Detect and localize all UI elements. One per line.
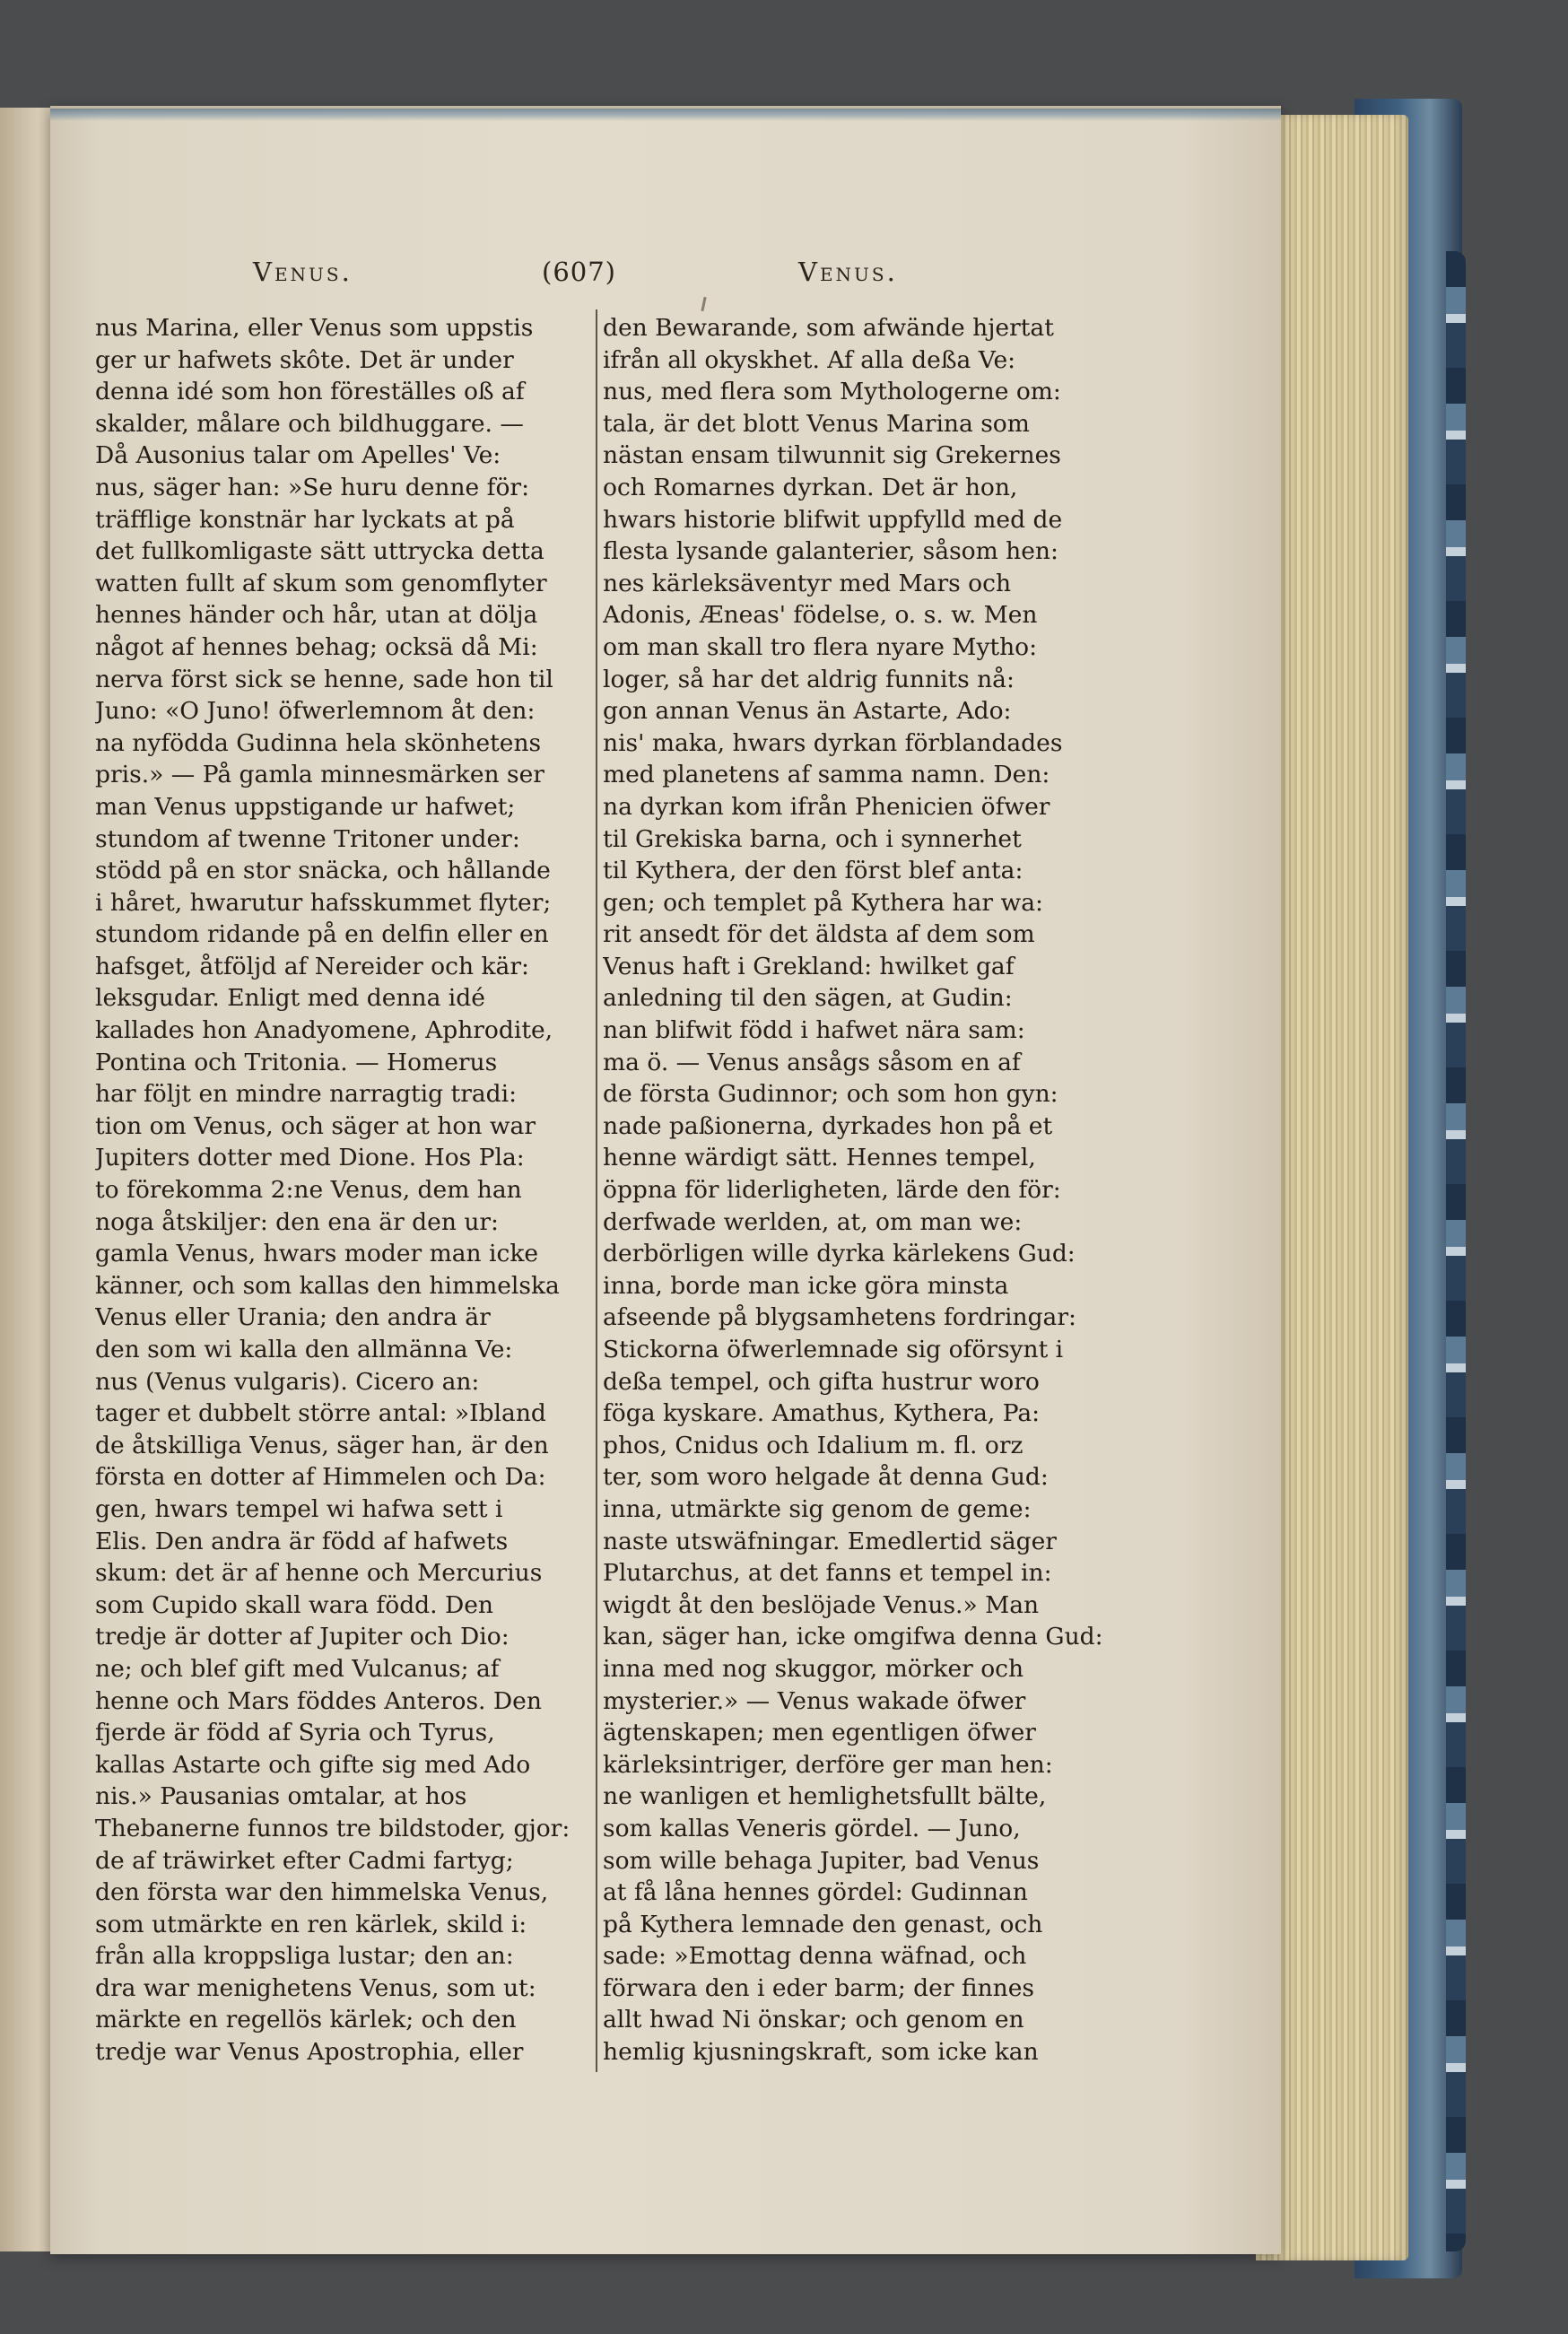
text-line: från alla kroppsliga lustar; den an: <box>95 1942 514 1971</box>
text-line: hafsget, åtföljd af Nereider och kär: <box>95 952 529 980</box>
text-line: kärleksintriger, derföre ger man hen: <box>603 1750 1053 1779</box>
text-line: hwars historie blifwit uppfylld med de <box>603 505 1063 534</box>
text-line: rit ansedt för det äldsta af dem som <box>603 920 1035 949</box>
text-line: Venus haft i Grekland: hwilket gaf <box>603 952 1015 980</box>
text-line: flesta lysande galanterier, såsom hen: <box>603 537 1058 566</box>
text-line: tala, är det blott Venus Marina som <box>603 409 1030 438</box>
marbled-cover-edge <box>1446 251 1466 2251</box>
text-line: stödd på en stor snäcka, och hållande <box>95 857 551 885</box>
text-line: de första Gudinnor; och som hon gyn: <box>603 1080 1058 1109</box>
text-line: Plutarchus, at det fanns et tempel in: <box>603 1559 1052 1588</box>
column-rule <box>596 309 597 2072</box>
text-line: til Grekiska barna, och i synnerhet <box>603 824 1022 853</box>
text-line: nis' maka, hwars dyrkan förblandades <box>603 728 1063 757</box>
text-line: ma ö. — Venus ansågs såsom en af <box>603 1048 1021 1076</box>
text-line: Jupiters dotter med Dione. Hos Pla: <box>95 1144 525 1172</box>
text-line: loger, så har det aldrig funnits nå: <box>603 665 1015 693</box>
text-line: ägtenskapen; men egentligen öfwer <box>603 1719 1036 1747</box>
ink-mark <box>701 297 706 311</box>
text-line: kallas Astarte och gifte sig med Ado <box>95 1750 531 1779</box>
text-line: nerva först sick se henne, sade hon til <box>95 665 553 693</box>
text-line: na nyfödda Gudinna hela skönhetens <box>95 728 542 757</box>
text-line: naste utswäfningar. Emedlertid säger <box>603 1527 1057 1555</box>
text-line: den som wi kalla den allmänna Ve: <box>95 1336 513 1363</box>
text-line: tredje är dotter af Jupiter och Dio: <box>95 1623 510 1651</box>
text-line: ger ur hafwets skôte. Det är under <box>95 345 514 374</box>
text-line: man Venus uppstigande ur hafwet; <box>95 792 516 821</box>
text-line: skum: det är af henne och Mercurius <box>95 1559 543 1588</box>
text-line: Venus eller Urania; den andra är <box>95 1303 491 1332</box>
text-line: gamla Venus, hwars moder man icke <box>95 1240 539 1268</box>
text-line: Juno: «O Juno! öfwerlemnom åt den: <box>95 697 536 726</box>
text-line: gen, hwars tempel wi hafwa sett i <box>95 1494 503 1523</box>
running-head-right: Venus. <box>798 257 898 287</box>
page-number: (607) <box>542 257 616 287</box>
left-text-column <box>95 312 587 2068</box>
text-line: afseende på blygsamhetens fordringar: <box>603 1303 1076 1332</box>
text-line: föga kyskare. Amathus, Kythera, Pa: <box>603 1399 1041 1428</box>
text-line: deßa tempel, och gifta hustrur woro <box>603 1367 1040 1396</box>
text-line: watten fullt af skum som genomflyter <box>95 569 547 597</box>
text-line: mysterier.» — Venus wakade öfwer <box>603 1686 1026 1715</box>
text-line: om man skall tro flera nyare Mytho: <box>603 632 1038 661</box>
text-line: Stickorna öfwerlemnade sig oförsynt i <box>603 1336 1064 1363</box>
text-line: ne wanligen et hemlighetsfullt bälte, <box>603 1782 1047 1811</box>
text-line: ter, som woro helgade åt denna Gud: <box>603 1463 1049 1492</box>
text-line: de åtskilliga Venus, säger han, är den <box>95 1431 549 1459</box>
text-line: nästan ensam tilwunnit sig Grekernes <box>603 441 1061 470</box>
text-line: förwara den i eder barm; der finnes <box>603 1973 1034 2002</box>
text-line: Elis. Den andra är född af hafwets <box>95 1527 509 1555</box>
text-line: gen; och templet på Kythera har wa: <box>603 888 1043 917</box>
text-line: ne; och blef gift med Vulcanus; af <box>95 1654 500 1683</box>
text-line: fjerde är född af Syria och Tyrus, <box>95 1719 495 1747</box>
text-line: tager et dubbelt större antal: »Ibland <box>95 1399 546 1428</box>
text-line: märkte en regellös kärlek; och den <box>95 2006 517 2034</box>
text-line: hemlig kjusningskraft, som icke kan <box>603 2038 1039 2067</box>
text-line: och Romarnes dyrkan. Det är hon, <box>603 473 1018 501</box>
text-line: det fullkomligaste sätt uttrycka detta <box>95 537 544 566</box>
text-line: nis.» Pausanias omtalar, at hos <box>95 1782 467 1811</box>
text-line: to förekomma 2:ne Venus, dem han <box>95 1176 522 1205</box>
text-line: nus, säger han: »Se huru denne för: <box>95 473 530 501</box>
right-text-column <box>603 312 1105 2068</box>
text-line: första en dotter af Himmelen och Da: <box>95 1463 546 1492</box>
text-line: nus Marina, eller Venus som uppstis <box>95 314 534 342</box>
text-line: med planetens af samma namn. Den: <box>603 761 1050 789</box>
text-line: derfwade werlden, at, om man we: <box>603 1207 1023 1236</box>
text-line: nus, med flera som Mythologerne om: <box>603 378 1061 406</box>
text-line: träfflige konstnär har lyckats at på <box>95 505 515 534</box>
text-line: den första war den himmelska Venus, <box>95 1878 549 1907</box>
text-line: wigdt åt den beslöjade Venus.» Man <box>603 1590 1040 1619</box>
text-line: leksgudar. Enligt med denna idé <box>95 984 485 1013</box>
text-line: nus (Venus vulgaris). Cicero an: <box>95 1367 480 1396</box>
text-line: sade: »Emottag denna wäfnad, och <box>603 1942 1027 1971</box>
text-line: dra war menighetens Venus, som ut: <box>95 1973 536 2002</box>
text-line: na dyrkan kom ifrån Phenicien öfwer <box>603 792 1050 821</box>
text-line: som kallas Veneris gördel. — Juno, <box>603 1814 1021 1842</box>
text-line: Thebanerne funnos tre bildstoder, gjor: <box>95 1814 571 1842</box>
text-line: Då Ausonius talar om Apelles' Ve: <box>95 441 501 470</box>
text-line: som wille behaga Jupiter, bad Venus <box>603 1846 1040 1875</box>
text-line: inna med nog skuggor, mörker och <box>603 1654 1024 1683</box>
running-head-left: Venus. <box>253 257 353 287</box>
text-line: något af hennes behag; ocksä då Mi: <box>95 632 538 661</box>
text-line: skalder, målare och bildhuggare. — <box>95 409 524 438</box>
text-line: nan blifwit född i hafwet nära sam: <box>603 1016 1025 1045</box>
text-line: kallades hon Anadyomene, Aphrodite, <box>95 1016 553 1045</box>
text-line: på Kythera lemnade den genast, och <box>603 1910 1043 1938</box>
text-line: Adonis, Æneas' födelse, o. s. w. Men <box>603 601 1038 630</box>
text-line: Pontina och Tritonia. — Homerus <box>95 1048 498 1076</box>
text-line: öppna för liderligheten, lärde den för: <box>603 1176 1061 1205</box>
text-line: til Kythera, der den först blef anta: <box>603 857 1024 885</box>
text-line: allt hwad Ni önskar; och genom en <box>603 2006 1024 2034</box>
text-line: gon annan Venus än Astarte, Ado: <box>603 697 1012 726</box>
text-line: henne och Mars föddes Anteros. Den <box>95 1686 542 1715</box>
text-line: känner, och som kallas den himmelska <box>95 1271 560 1300</box>
text-line: denna idé som hon föreställes oß af <box>95 378 525 406</box>
text-line: den Bewarande, som afwände hjertat <box>603 314 1054 342</box>
text-line: tredje war Venus Apostrophia, eller <box>95 2038 524 2067</box>
text-line: at få låna hennes gördel: Gudinnan <box>603 1878 1028 1907</box>
text-line: har följt en mindre narragtig tradi: <box>95 1080 518 1109</box>
text-line: anledning til den sägen, at Gudin: <box>603 984 1013 1013</box>
text-line: de af träwirket efter Cadmi fartyg; <box>95 1846 514 1875</box>
text-line: kan, säger han, icke omgifwa denna Gud: <box>603 1623 1103 1651</box>
text-line: nes kärleksäventyr med Mars och <box>603 569 1012 597</box>
text-line: som Cupido skall wara född. Den <box>95 1590 493 1619</box>
text-line: inna, utmärkte sig genom de geme: <box>603 1494 1032 1523</box>
text-line: stundom ridande på en delfin eller en <box>95 920 549 949</box>
text-line: phos, Cnidus och Idalium m. fl. orz <box>603 1431 1024 1459</box>
text-line: hennes händer och hår, utan at dölja <box>95 601 538 630</box>
text-line: inna, borde man icke göra minsta <box>603 1271 1009 1300</box>
text-line: som utmärkte en ren kärlek, skild i: <box>95 1910 527 1938</box>
text-line: nade paßionerna, dyrkades hon på et <box>603 1111 1053 1140</box>
text-line: i håret, hwarutur hafsskummet flyter; <box>95 888 552 917</box>
text-line: noga åtskiljer: den ena är den ur: <box>95 1207 499 1236</box>
text-line: ifrån all okyskhet. Af alla deßa Ve: <box>603 345 1016 374</box>
text-line: pris.» — På gamla minnesmärken ser <box>95 761 544 789</box>
text-line: derbörligen wille dyrka kärlekens Gud: <box>603 1240 1076 1268</box>
text-line: henne wärdigt sätt. Hennes tempel, <box>603 1144 1036 1172</box>
text-line: stundom af twenne Tritoner under: <box>95 824 520 853</box>
text-line: tion om Venus, och säger at hon war <box>95 1111 536 1140</box>
